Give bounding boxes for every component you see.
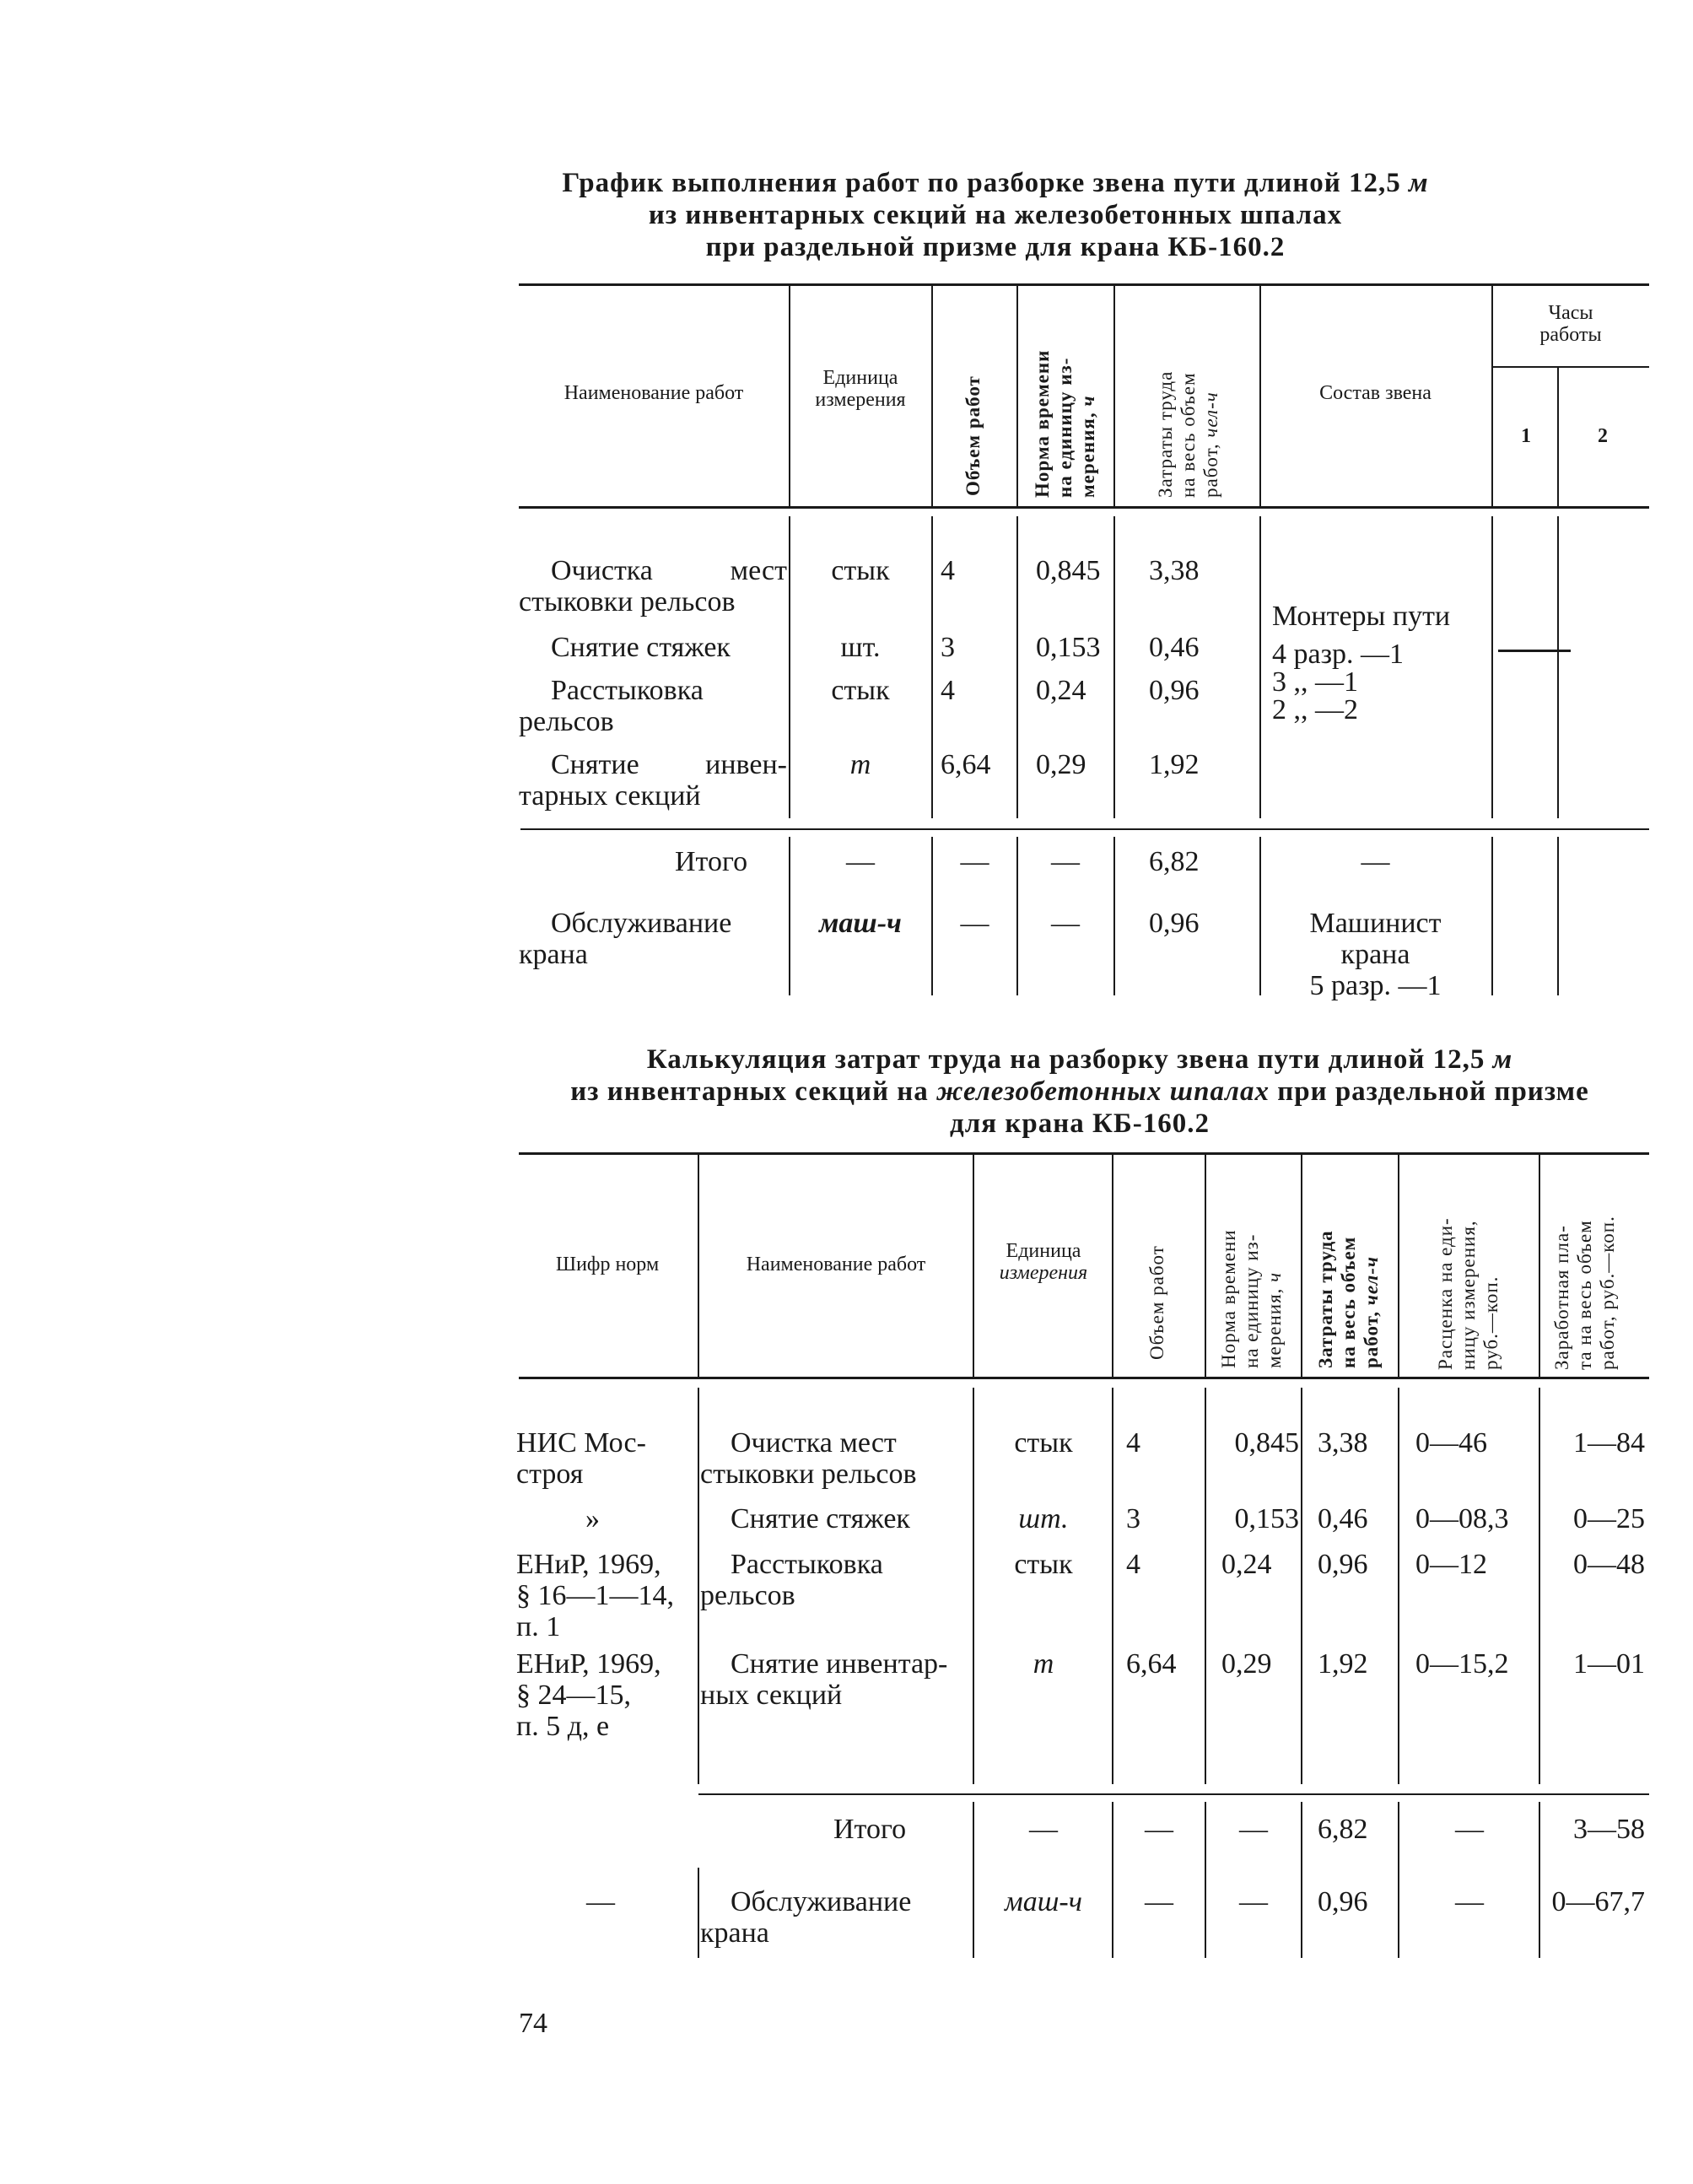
t2-header-unit-line2: измерения — [999, 1262, 1088, 1284]
t1-row-volume: 4 — [941, 555, 955, 586]
t1-header-hour2: 2 — [1598, 425, 1608, 447]
t1-row-name-line2: тарных секций — [519, 780, 701, 812]
t2-row-name-line2: ных секций — [700, 1680, 843, 1711]
t2-row-volume: 4 — [1126, 1549, 1140, 1580]
t2-row-code-line1: НИС Мос- — [516, 1427, 646, 1459]
t2-service-unit: маш-ч — [1005, 1886, 1082, 1917]
t2-row-code-line1: » — [585, 1503, 600, 1534]
t1-header-norm-line1: Норма времени — [1032, 349, 1053, 498]
t1-header-hours — [1495, 302, 1647, 346]
t1-crew-line2: 3 ,, —1 — [1272, 666, 1358, 698]
t2-row-code-line2: § 24—15, — [516, 1680, 631, 1711]
t2-total-volume: — — [1145, 1814, 1173, 1845]
t2-service-volume: — — [1145, 1886, 1173, 1917]
t1-row-labor: 3,38 — [1149, 555, 1200, 586]
t2-row-labor: 0,46 — [1318, 1503, 1368, 1534]
table1-title-line3: при раздельной призме для крана КБ-160.2 — [705, 232, 1286, 262]
t1-row-name-line1: Расстыковка — [551, 675, 704, 706]
t1-row-name-line1: Снятие стяжек — [551, 632, 731, 663]
t1-service-volume: — — [960, 908, 989, 939]
t2-header-volume — [1146, 1245, 1168, 1360]
t2-row-code — [516, 1427, 695, 1490]
t1-service-crew-line2: крана — [1340, 939, 1410, 970]
t2-row-wage: 0—25 — [1573, 1503, 1645, 1534]
t2-row-labor: 0,96 — [1318, 1549, 1368, 1580]
t1-service-name-line1: Обслуживание — [551, 908, 732, 939]
t1-header-labor-line2: на весь объем — [1178, 372, 1199, 498]
t1-row-name-line1: Снятие инвен- — [551, 749, 787, 780]
t2-row-name — [700, 1427, 970, 1490]
t2-header-norm-line2: на единицу из- — [1241, 1233, 1262, 1368]
t2-total-rate: — — [1455, 1814, 1484, 1845]
t1-row-volume: 4 — [941, 675, 955, 706]
t1-row-volume: 3 — [941, 632, 955, 663]
t2-row-code — [516, 1549, 698, 1642]
t1-header-hours-line2: работы — [1539, 324, 1602, 346]
t1-header-hour1: 1 — [1521, 425, 1531, 447]
t2-row-volume: 4 — [1126, 1427, 1140, 1459]
t1-total-unit: — — [846, 846, 875, 877]
table2-title-line3: для крана КБ-160.2 — [950, 1108, 1210, 1139]
t1-row-labor: 1,92 — [1149, 749, 1200, 780]
t2-row-unit: стык — [1014, 1427, 1073, 1459]
t1-row-volume: 6,64 — [941, 749, 991, 780]
t2-row-code-line1: ЕНиР, 1969, — [516, 1648, 661, 1680]
t2-total-labor: 6,82 — [1318, 1814, 1368, 1845]
t2-row-norm: 0,845 — [1234, 1427, 1299, 1459]
t2-header-wage-line2: та на весь объем — [1574, 1220, 1595, 1370]
t2-row-labor: 1,92 — [1318, 1648, 1368, 1680]
t1-header-name: Наименование работ — [563, 382, 744, 404]
t1-header-labor-unit: чел-ч — [1200, 391, 1221, 438]
t2-row-labor: 3,38 — [1318, 1427, 1368, 1459]
t2-row-unit: стык — [1014, 1549, 1073, 1580]
t2-row-code-line1: ЕНиР, 1969, — [516, 1549, 661, 1580]
t2-total-unit: — — [1029, 1814, 1058, 1845]
table1-title-line2: из инвентарных секций на железобетонных шпалах — [648, 200, 1343, 230]
t1-total-crew: — — [1361, 846, 1390, 877]
t2-row-name-line1: Снятие стяжек — [731, 1503, 910, 1534]
t2-row-rate: 0—12 — [1415, 1549, 1487, 1580]
t2-header-norm — [1217, 1229, 1286, 1368]
t2-row-name-line1: Очистка мест — [731, 1427, 897, 1459]
t1-header-labor-line1: Затраты труда — [1155, 370, 1176, 498]
t2-service-norm: — — [1239, 1886, 1268, 1917]
t2-header-wage-line1: Заработная пла- — [1551, 1225, 1572, 1370]
t1-row-labor: 0,96 — [1149, 675, 1200, 706]
t1-header-hours-line1: Часы — [1548, 302, 1593, 324]
t1-header-norm-line3: мерения, — [1077, 412, 1098, 498]
t1-crew-title: Монтеры пути — [1272, 601, 1451, 632]
table2-title-line1: Калькуляция затрат труда на разборку звена пути длиной 12,5 — [646, 1044, 1485, 1075]
t2-row-unit: т — [1033, 1648, 1054, 1680]
t2-header-labor-line2: на весь объем — [1338, 1236, 1359, 1368]
t2-row-name — [700, 1549, 970, 1611]
t2-row-norm: 0,24 — [1221, 1549, 1272, 1580]
t2-row-norm: 0,29 — [1221, 1648, 1272, 1680]
t1-row-unit: т — [849, 749, 871, 780]
t1-service-name — [519, 908, 787, 970]
t2-header-rate-line3: руб.—коп. — [1480, 1275, 1502, 1370]
t2-header-norm-line1: Норма времени — [1218, 1229, 1239, 1368]
t1-row-name-line2: стыковки рельсов — [519, 586, 736, 617]
t1-row-norm: 0,29 — [1036, 749, 1086, 780]
t1-row-norm: 0,845 — [1036, 555, 1101, 586]
t1-row-name-line1: Очистка мест — [551, 555, 787, 586]
t2-service-name-line1: Обслуживание — [731, 1886, 912, 1917]
t2-row-name-line1: Снятие инвентар- — [731, 1648, 948, 1680]
t1-header-unit — [793, 367, 928, 411]
t2-header-unit — [977, 1240, 1110, 1284]
table2-title-line2b: железобетонных шпалах — [936, 1076, 1270, 1107]
t1-service-name-line2: крана — [519, 939, 588, 970]
t2-service-name — [700, 1886, 970, 1949]
t1-service-crew-line1: Машинист — [1309, 908, 1442, 939]
t1-row-name — [519, 555, 787, 617]
t1-crew-line3: 2 ,, —2 — [1272, 694, 1358, 725]
t2-row-code — [516, 1503, 695, 1534]
t1-row-name — [519, 632, 787, 663]
table1-title-unit: м — [1409, 168, 1429, 198]
t2-row-norm: 0,153 — [1234, 1503, 1299, 1534]
t2-row-code-line2: строя — [516, 1459, 584, 1490]
t2-row-rate: 0—08,3 — [1415, 1503, 1509, 1534]
t2-header-norm-line3: мерения, — [1264, 1287, 1285, 1368]
t2-row-rate: 0—46 — [1415, 1427, 1487, 1459]
t2-row-wage: 0—48 — [1573, 1549, 1645, 1580]
t1-row-unit: стык — [831, 675, 890, 706]
t1-crew — [1272, 601, 1491, 724]
t2-row-unit: шт. — [1018, 1503, 1069, 1534]
t2-header-labor-line1: Затраты труда — [1315, 1230, 1336, 1368]
t1-header-unit-line1: Единица — [822, 367, 898, 389]
t2-header-rate — [1434, 1217, 1502, 1370]
t2-header-wage — [1550, 1216, 1619, 1370]
t2-service-name-line2: крана — [700, 1917, 769, 1949]
t2-row-name-line1: Расстыковка — [731, 1549, 883, 1580]
t2-header-code: Шифр норм — [555, 1254, 660, 1275]
t2-header-unit-line1: Единица — [1006, 1240, 1081, 1262]
t2-total-wage: 3—58 — [1573, 1814, 1645, 1845]
t2-header-labor-line3: работ, — [1361, 1310, 1382, 1368]
t1-header-crew: Состав звена — [1319, 382, 1432, 404]
t2-service-code: — — [586, 1886, 615, 1917]
t2-total-label: Итого — [833, 1814, 907, 1845]
t2-header-wage-line3: работ, руб.—коп. — [1597, 1216, 1618, 1370]
t1-service-crew-line3: 5 разр. —1 — [1309, 970, 1442, 1001]
t1-service-crew — [1264, 908, 1487, 1001]
t1-row-norm: 0,24 — [1036, 675, 1086, 706]
t1-total-norm: — — [1051, 846, 1080, 877]
page-number: 74 — [519, 2008, 547, 2039]
t2-header-volume-text: Объем работ — [1146, 1245, 1167, 1360]
t1-header-norm — [1031, 350, 1099, 498]
t2-service-labor: 0,96 — [1318, 1886, 1368, 1917]
table2-title — [472, 1043, 1687, 1140]
table1-title — [472, 167, 1518, 263]
t1-row-unit: стык — [831, 555, 890, 586]
t1-row-unit: шт. — [840, 632, 881, 663]
t2-header-name: Наименование работ — [746, 1254, 926, 1275]
t1-header-norm-line2: на единицу из- — [1054, 357, 1076, 498]
table1-title-line1: График выполнения работ по разборке звена пути длиной 12,5 — [562, 168, 1401, 198]
t2-row-code-line2: § 16—1—14, — [516, 1580, 674, 1611]
t1-row-name — [519, 675, 787, 737]
t2-header-labor-unit: чел-ч — [1361, 1255, 1382, 1306]
t1-row-name — [519, 749, 787, 812]
t2-row-wage: 1—84 — [1573, 1427, 1645, 1459]
t2-row-wage: 1—01 — [1573, 1648, 1645, 1680]
t1-header-volume — [962, 375, 984, 496]
t1-service-unit: маш-ч — [819, 908, 902, 939]
t2-row-name-line2: рельсов — [700, 1580, 795, 1611]
t1-total-label: Итого — [675, 846, 748, 877]
t1-crew-line1: 4 разр. —1 — [1272, 639, 1405, 670]
t1-header-unit-line2: измерения — [815, 389, 906, 411]
t2-header-rate-line2: ницу измерения, — [1458, 1220, 1479, 1370]
t1-row-labor: 0,46 — [1149, 632, 1200, 663]
t2-header-labor — [1314, 1230, 1383, 1368]
t1-header-norm-unit: ч — [1077, 395, 1098, 407]
t1-total-labor: 6,82 — [1149, 846, 1200, 877]
t2-header-norm-unit: ч — [1264, 1271, 1285, 1282]
t2-row-name-line2: стыковки рельсов — [700, 1459, 917, 1490]
t1-total-volume: — — [960, 846, 989, 877]
t1-header-labor-line3: работ, — [1200, 443, 1221, 498]
t1-row-norm: 0,153 — [1036, 632, 1101, 663]
t2-row-name — [700, 1648, 970, 1711]
t2-row-name — [700, 1503, 970, 1534]
table2-title-unit: м — [1492, 1044, 1513, 1075]
t2-row-code-line3: п. 5 д, е — [516, 1711, 610, 1742]
t2-row-volume: 3 — [1126, 1503, 1140, 1534]
t2-service-rate: — — [1455, 1886, 1484, 1917]
t1-header-labor — [1154, 371, 1222, 498]
table2-title-line2a: из инвентарных секций на — [570, 1076, 929, 1107]
t1-service-norm: — — [1051, 908, 1080, 939]
t2-row-code — [516, 1648, 698, 1742]
t1-service-labor: 0,96 — [1149, 908, 1200, 939]
t2-service-wage: 0—67,7 — [1551, 1886, 1645, 1917]
t2-total-norm: — — [1239, 1814, 1268, 1845]
t1-header-volume-text: Объем работ — [962, 375, 984, 496]
table2-title-line2c: при раздельной призме — [1277, 1076, 1589, 1107]
t2-row-code-line3: п. 1 — [516, 1611, 561, 1642]
t2-row-volume: 6,64 — [1126, 1648, 1177, 1680]
t2-header-rate-line1: Расценка на еди- — [1435, 1217, 1456, 1370]
t1-row-name-line2: рельсов — [519, 706, 614, 737]
t2-row-rate: 0—15,2 — [1415, 1648, 1509, 1680]
